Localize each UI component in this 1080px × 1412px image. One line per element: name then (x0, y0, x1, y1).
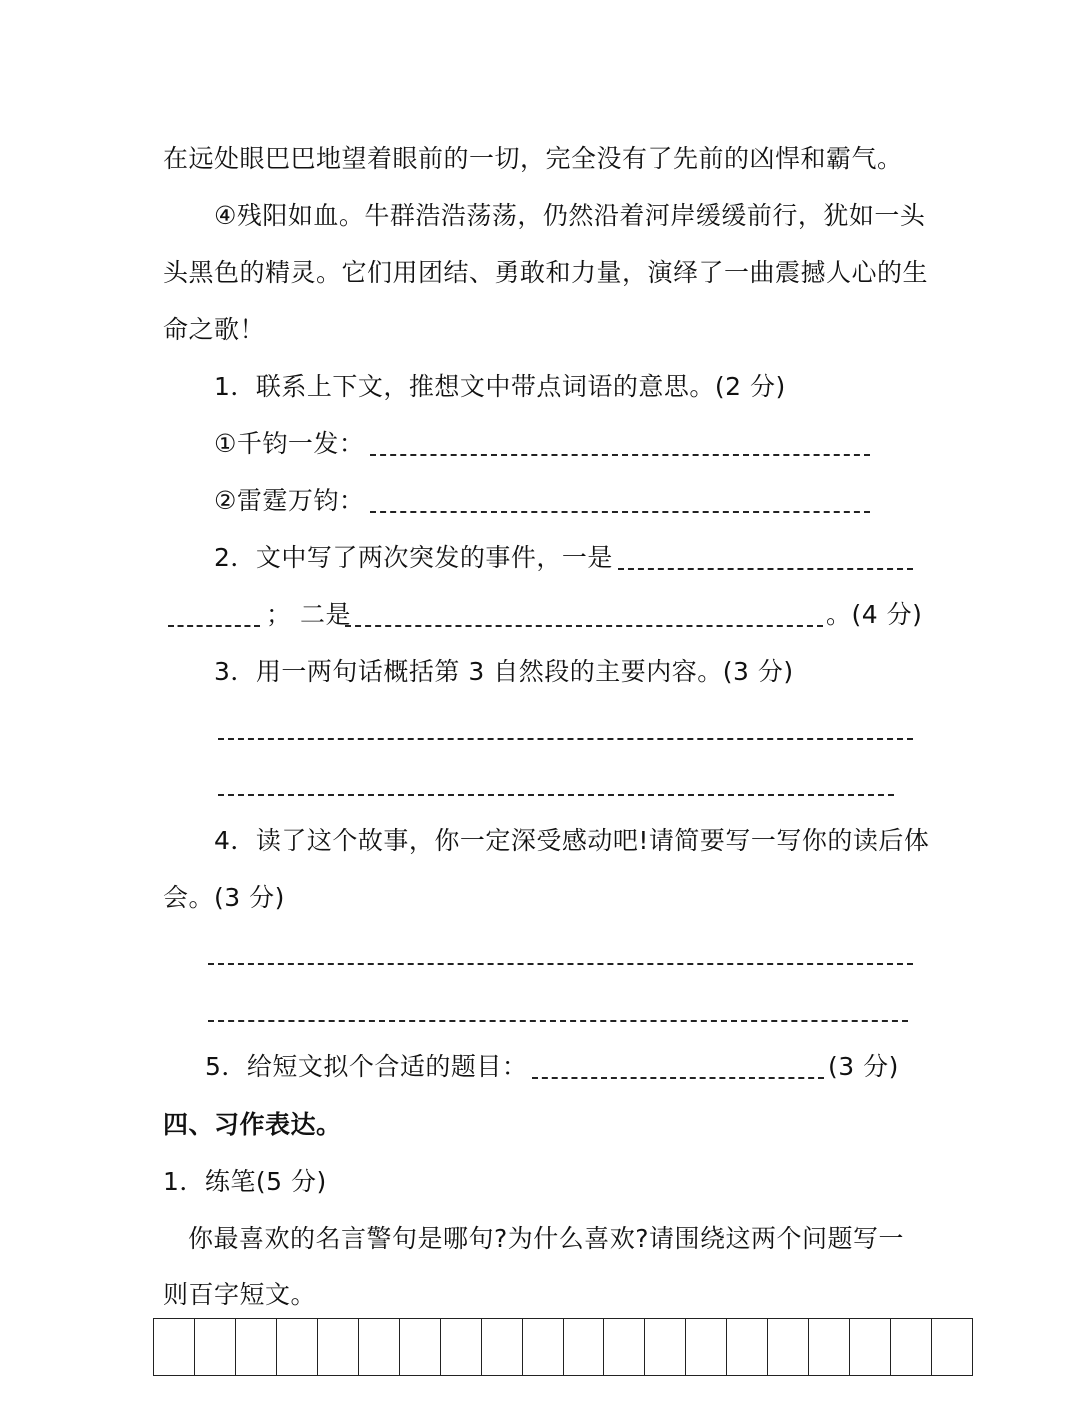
answer-blank-q2-1b[interactable] (168, 625, 260, 627)
writing-grid-cell[interactable] (441, 1319, 482, 1375)
writing-grid-cell[interactable] (236, 1319, 277, 1375)
writing-grid-cell[interactable] (604, 1319, 645, 1375)
writing-grid-cell[interactable] (932, 1319, 972, 1375)
answer-blank-q1-1[interactable] (370, 454, 870, 456)
question-2-mid: ； 二是 (266, 600, 351, 629)
section-4-sub-1: 1．练笔(5 分) (163, 1167, 327, 1196)
answer-blank-q2-1a[interactable] (618, 568, 913, 570)
answer-line-q3-1[interactable] (218, 738, 913, 740)
writing-grid-cell[interactable] (645, 1319, 686, 1375)
question-2-score: 。(4 分) (826, 600, 923, 629)
question-5-score: (3 分) (828, 1052, 899, 1081)
question-1-item-1 (214, 427, 364, 461)
answer-blank-q5[interactable] (532, 1077, 824, 1079)
answer-line-q3-2[interactable] (218, 794, 894, 796)
question-1-item-2 (214, 484, 364, 518)
writing-grid-cell[interactable] (482, 1319, 523, 1375)
question-4-prompt-line-2: 会。(3 分) (163, 883, 285, 912)
answer-blank-q1-2[interactable] (370, 511, 870, 513)
writing-grid-cell[interactable] (154, 1319, 195, 1375)
passage-line-3: 头黑色的精灵。它们用团结、勇敢和力量，演绎了一曲震撼人心的生 (163, 258, 929, 287)
writing-grid-cell[interactable] (277, 1319, 318, 1375)
writing-grid-cell[interactable] (727, 1319, 768, 1375)
answer-blank-q2-2[interactable] (345, 625, 823, 627)
passage-line-2: ④残阳如血。牛群浩浩荡荡，仍然沿着河岸缓缓前行，犹如一头 (214, 201, 926, 230)
writing-grid-cell[interactable] (686, 1319, 727, 1375)
question-3-prompt: 3．用一两句话概括第 3 自然段的主要内容。(3 分) (214, 657, 794, 686)
writing-grid-cell[interactable] (318, 1319, 359, 1375)
passage-line-1: 在远处眼巴巴地望着眼前的一切，完全没有了先前的凶悍和霸气。 (163, 144, 903, 173)
question-1-prompt: 1．联系上下文，推想文中带点词语的意思。(2 分) (214, 372, 786, 401)
writing-grid-cell[interactable] (891, 1319, 932, 1375)
section-4-body-line-1: 你最喜欢的名言警句是哪句?为什么喜欢?请围绕这两个问题写一 (188, 1224, 905, 1253)
writing-grid-cell[interactable] (564, 1319, 605, 1375)
writing-grid-cell[interactable] (850, 1319, 891, 1375)
answer-line-q4-2[interactable] (208, 1020, 908, 1022)
section-4-heading: 四、习作表达。 (163, 1110, 342, 1139)
question-1-item-1-label: ①千钧一发： (214, 429, 365, 458)
question-1-item-2-label: ②雷霆万钧： (214, 486, 365, 515)
passage-line-4: 命之歌！ (163, 315, 266, 344)
writing-grid (153, 1318, 973, 1376)
writing-grid-cell[interactable] (400, 1319, 441, 1375)
question-4-prompt-line-1: 4．读了这个故事，你一定深受感动吧!请简要写一写你的读后体 (214, 826, 930, 855)
answer-line-q4-1[interactable] (208, 963, 913, 965)
writing-grid-cell[interactable] (809, 1319, 850, 1375)
writing-grid-cell[interactable] (359, 1319, 400, 1375)
writing-grid-cell[interactable] (195, 1319, 236, 1375)
writing-grid-cell[interactable] (768, 1319, 809, 1375)
writing-grid-cell[interactable] (523, 1319, 564, 1375)
section-4-body-line-2: 则百字短文。 (163, 1280, 317, 1309)
question-2-prompt: 2．文中写了两次突发的事件，一是 (214, 543, 613, 572)
question-5-prompt: 5．给短文拟个合适的题目： (205, 1052, 528, 1081)
